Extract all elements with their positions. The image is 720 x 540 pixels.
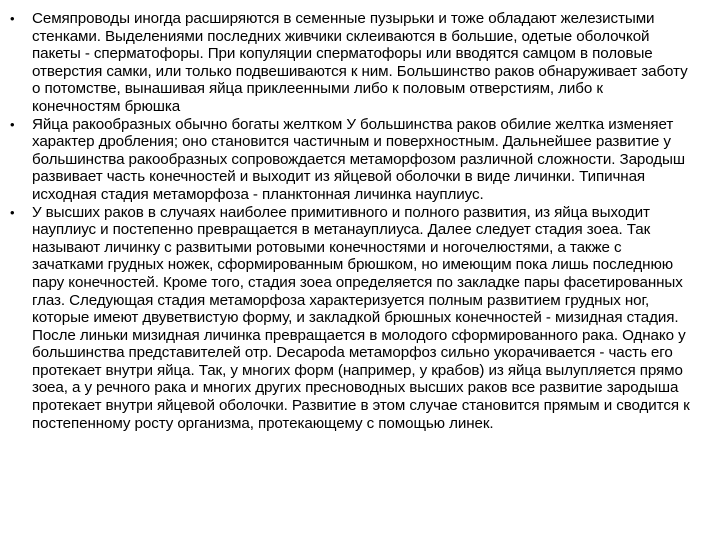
bullet-list — [0, 10, 720, 432]
bullet-item-eggs — [0, 116, 720, 204]
paragraph-text: Семяпроводы иногда расширяются в семенные пузырьки и тоже обладают железистыми стенками. Выделениями последних живчики склеиваются в большие, одетые оболочкой пакеты - сперматофоры. При копуляции сперматофоры или вводятся самцом в половые отверстия самки, или только подвешиваются к ним. Большинство раков обнаруживает заботу о потомстве, вынашивая яйца приклеенными либо к половым отверстиям, либо к конечностям брюшка — [32, 10, 688, 115]
bullet-item-higher-crayfish — [0, 204, 720, 433]
bullet-icon: • — [10, 204, 15, 220]
paragraph-text: Яйца ракообразных обычно богаты желтком У большинства раков обилие желтка изменяет характер дробления; оно становится частичным и поверхностным. Дальнейшее развитие у большинства ракообразных сопровождается метаморфозом различной сложности. Зародыш развивает часть конечностей и выходит из яйцевой оболочки в виде личинки. Типичная исходная стадия метаморфоза - планктонная личинка науплиус. — [32, 115, 685, 203]
bullet-icon: • — [10, 116, 15, 132]
bullet-item-seminal-ducts — [0, 10, 720, 116]
bullet-icon: • — [10, 11, 15, 26]
paragraph-text: У высших раков в случаях наиболее примитивного и полного развития, из яйца выходит науплиус и постепенно превращается в метанауплиуса. Далее следует стадия зоеа. Так называют личинку с развитыми ротовыми конечностями и ногочелюстями, а также с зачатками грудных ножек, сформированным брюшком, но имеющим пока лишь последнюю пару конечностей. Кроме того, стадия зоеа определяется по закладке пары фасетированных глаз. Следующая стадия метаморфоза характеризуется полным развитием грудных ног, которые имеют двуветвистую форму, и закладкой брюшных конечностей - мизидная стадия. После линьки мизидная личинка превращается в молодого сформированного рака. Однако у большинства представителей отр. Decapoda метаморфоз сильно укорачивается - часть его протекает внутри яйца. Так, у многих форм (например, у крабов) из яйца вылупляется прямо зоеа, а у речного рака и многих других пресноводных высших раков все развитие зародыша протекает внутри яйцевой оболочки. Развитие в этом случае становится прямым и сводится к постепенному росту организма, протекающему с помощью линек. — [32, 203, 690, 432]
